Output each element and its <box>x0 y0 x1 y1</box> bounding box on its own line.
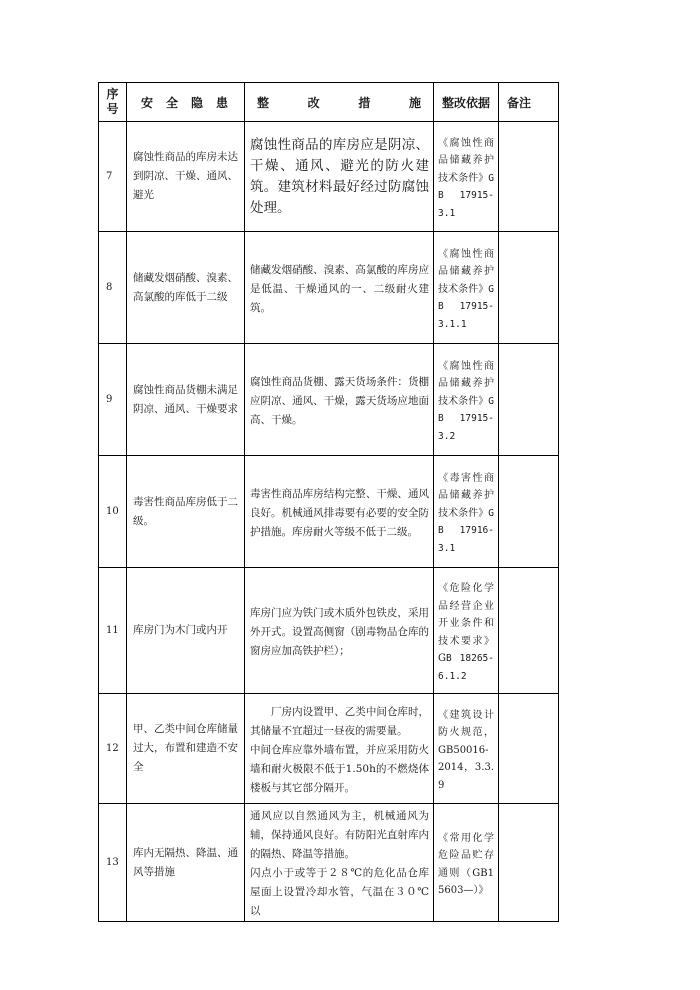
row-issue: 储藏发烟硝酸、溴素、高氯酸的库低于二级 <box>127 232 245 344</box>
row-fix: 储藏发烟硝酸、溴素、高氯酸的库房应是低温、干燥通风的一、二级耐火建筑。 <box>245 232 434 344</box>
row-note <box>499 232 559 344</box>
row-issue: 腐蚀性商品货棚未满足阴凉、通风、干燥要求 <box>127 344 245 456</box>
row-issue: 毒害性商品库房低于二级。 <box>127 456 245 568</box>
row-no: 9 <box>99 344 127 456</box>
header-fix: 整 改 措 施 <box>245 83 434 122</box>
row-no: 10 <box>99 456 127 568</box>
row-note <box>499 344 559 456</box>
row-note <box>499 456 559 568</box>
table-row <box>99 122 559 232</box>
row-basis: 《腐蚀性商品储藏养护技术条件》GB 17915-3.1 <box>434 122 499 232</box>
row-fix: 腐蚀性商品的库房应是阴凉、干燥、通风、避光的防火建筑。建筑材料最好经过防腐蚀处理。 <box>245 122 434 232</box>
row-note <box>499 122 559 232</box>
row-note <box>499 804 559 922</box>
row-basis: 《腐蚀性商品储藏养护技术条件》GB 17915-3.1.1 <box>434 232 499 344</box>
header-note: 备注 <box>499 83 559 122</box>
row-no: 7 <box>99 122 127 232</box>
row-no: 11 <box>99 568 127 694</box>
header-basis: 整改依据 <box>434 83 499 122</box>
row-no: 12 <box>99 694 127 804</box>
table-row <box>99 568 559 694</box>
row-fix: 库房门应为铁门或木质外包铁皮，采用外开式。设置高侧窗（剧毒物品仓库的窗房应加高铁护栏）； <box>245 568 434 694</box>
row-no: 13 <box>99 804 127 922</box>
table-row <box>99 344 559 456</box>
header-no: 序 号 <box>99 83 127 122</box>
row-basis: 《建筑设计防火规范，GB50016-2014，3.3.9 <box>434 694 499 804</box>
row-fix: 毒害性商品库房结构完整、干燥、通风良好。机械通风排毒要有必要的安全防护措施。库房耐火等级不低于二级。 <box>245 456 434 568</box>
row-basis: 《腐蚀性商品储藏养护技术条件》GB 17915-3.2 <box>434 344 499 456</box>
row-fix: 厂房内设置甲、乙类中间仓库时，其储量不宜超过一昼夜的需要量。 中间仓库应靠外墙布置，并应采用防火墙和耐火极限不低于1.50h的不燃烧体楼板与其它部分隔开。 <box>245 694 434 804</box>
row-issue: 库房门为木门或内开 <box>127 568 245 694</box>
row-basis: 《常用化学危险品贮存通则（GB15603—）》 <box>434 804 499 922</box>
row-basis: 《毒害性商品储藏养护技术条件》GB 17916-3.1 <box>434 456 499 568</box>
row-fix: 通风应以自然通风为主，机械通风为辅，保持通风良好。有防阳光直射库内的隔热、降温等措施。 闪点小于或等于２８℃的危化品仓库屋面上设置冷却水管，气温在３０℃以 <box>245 804 434 922</box>
row-issue: 甲、乙类中间仓库储量过大，布置和建造不安全 <box>127 694 245 804</box>
table-row <box>99 456 559 568</box>
header-issue: 安 全 隐 患 <box>127 83 245 122</box>
table-header-row <box>99 83 559 122</box>
table-row <box>99 694 559 804</box>
row-note <box>499 568 559 694</box>
row-no: 8 <box>99 232 127 344</box>
table-row <box>99 804 559 922</box>
row-basis: 《危险化学品经营企业开业条件和技术要求》GB 18265-6.1.2 <box>434 568 499 694</box>
row-fix: 腐蚀性商品货棚、露天货场条件：货棚应阴凉、通风、干燥，露天货场应地面高、干燥。 <box>245 344 434 456</box>
row-issue: 腐蚀性商品的库房未达到阴凉、干燥、通风、避光 <box>127 122 245 232</box>
row-issue: 库内无隔热、降温、通风等措施 <box>127 804 245 922</box>
table-row <box>99 232 559 344</box>
hazard-table <box>98 82 559 922</box>
row-note <box>499 694 559 804</box>
